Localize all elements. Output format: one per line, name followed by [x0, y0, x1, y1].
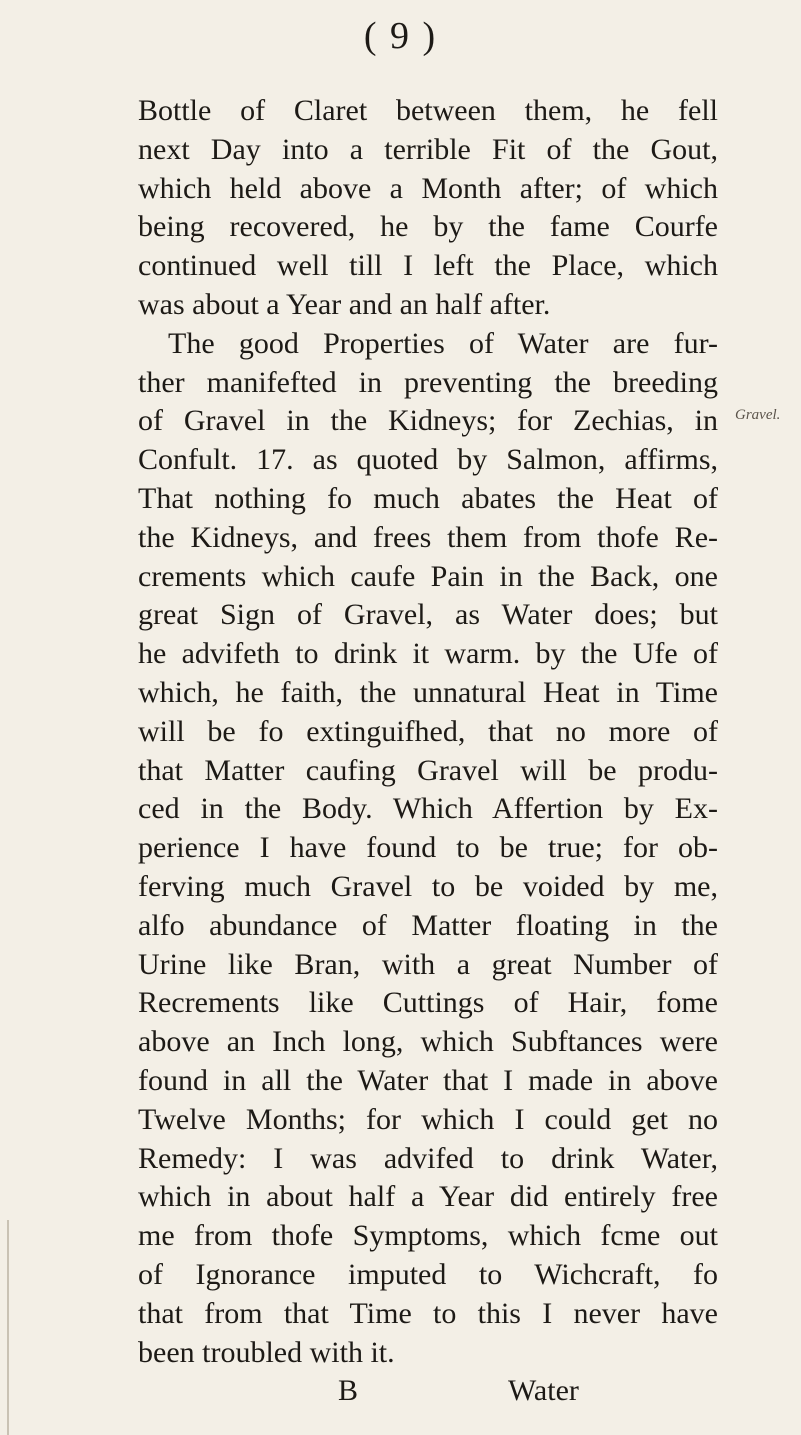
text-line: That nothing fo much abates the Heat of — [138, 481, 718, 515]
text-line: which in about half a Year did entirely free — [138, 1180, 718, 1214]
text-line: continued well till I left the Place, which — [138, 249, 718, 283]
text-line: Recrements like Cuttings of Hair, fome — [138, 986, 718, 1020]
text-line: Bottle of Claret between them, he fell — [138, 94, 718, 127]
signature-mark: B — [338, 1374, 359, 1408]
text-line: he advifeth to drink it warm. by the Ufe of — [138, 637, 718, 671]
text-line: crements which caufe Pain in the Back, one — [138, 559, 718, 593]
text-line: which held above a Month after; of which — [138, 171, 718, 205]
body-text — [138, 92, 718, 1411]
text-line: alfo abundance of Matter floating in the — [138, 908, 718, 942]
page-number: ( 9 ) — [363, 15, 438, 57]
text-line: The good Properties of Water are fur- — [168, 326, 718, 360]
text-line: of Gravel in the Kidneys; for Zechias, in — [138, 404, 718, 438]
text-line: Remedy: I was advifed to drink Water, — [138, 1141, 718, 1175]
text-line: me from thofe Symptoms, which fcme out — [138, 1219, 718, 1253]
text-line: perience I have found to be true; for ob- — [138, 831, 718, 865]
text-line: found in all the Water that I made in above — [138, 1063, 718, 1097]
text-line: the Kidneys, and frees them from thofe Re- — [138, 520, 718, 554]
text-line: being recovered, he by the fame Courfe — [138, 210, 718, 244]
text-line: that Matter caufing Gravel will be produ- — [138, 753, 718, 787]
margin-note: Gravel. — [735, 407, 781, 423]
text-line: was about a Year and an half after. — [138, 287, 551, 321]
text-line: Urine like Bran, with a great Number of — [138, 947, 718, 981]
text-line: above an Inch long, which Subftances were — [138, 1025, 718, 1059]
text-line: which, he faith, the unnatural Heat in Time — [138, 675, 718, 709]
text-line: that from that Time to this I never have — [138, 1296, 718, 1330]
text-line: ther manifefted in preventing the breeding — [138, 365, 718, 399]
text-line: next Day into a terrible Fit of the Gout, — [138, 132, 718, 166]
page-edge-rule — [7, 1220, 9, 1435]
text-line: great Sign of Gravel, as Water does; but — [138, 598, 718, 632]
text-line: ced in the Body. Which Affertion by Ex- — [138, 792, 718, 826]
text-line: ferving much Gravel to be voided by me, — [138, 869, 718, 903]
text-line: been troubled with it. — [138, 1335, 395, 1369]
text-line: will be fo extinguifhed, that no more of — [138, 714, 718, 748]
text-line: Twelve Months; for which I could get no — [138, 1102, 718, 1136]
text-line: Confult. 17. as quoted by Salmon, affirms, — [138, 443, 718, 477]
text-line: of Ignorance imputed to Wichcraft, fo — [138, 1257, 718, 1291]
catchword: Water — [508, 1374, 579, 1408]
catchword-line — [138, 1372, 718, 1411]
